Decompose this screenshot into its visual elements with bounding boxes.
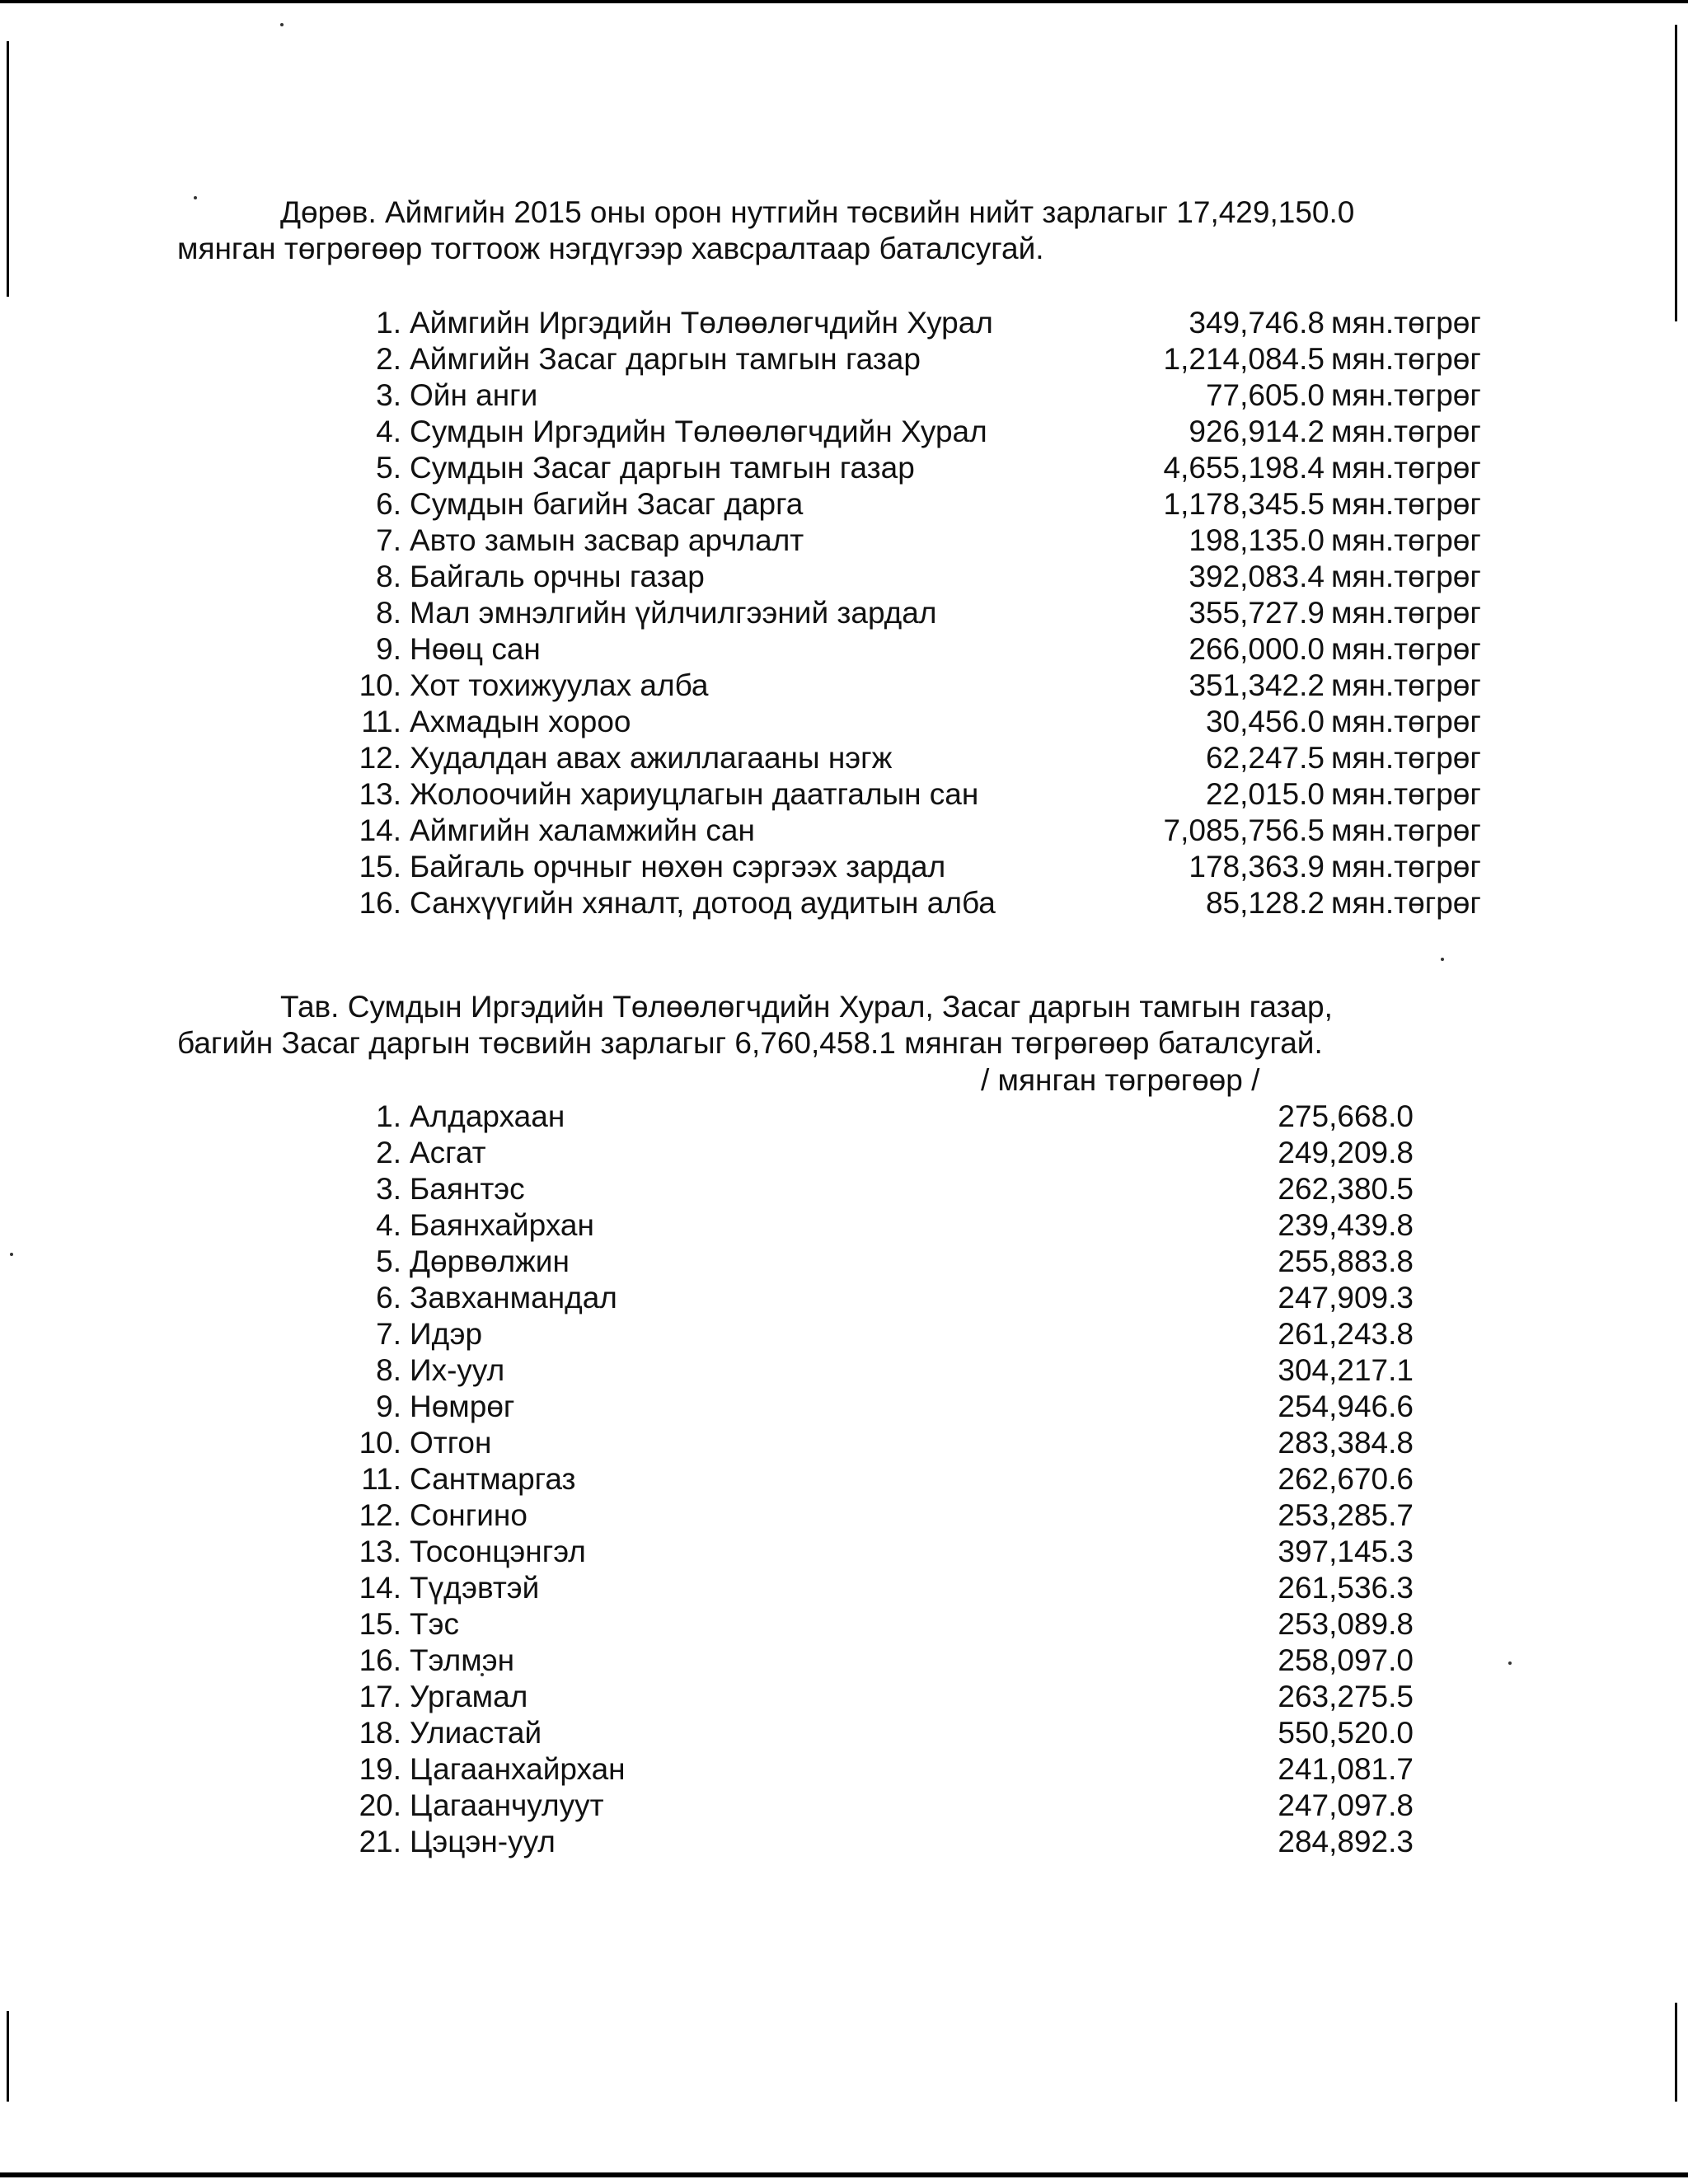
amount-unit: мян.төгрөг xyxy=(1331,487,1481,521)
amount-value: 1,214,084.5 xyxy=(1163,342,1325,376)
item-amount xyxy=(1164,486,1496,523)
amount-value: 247,909.3 xyxy=(1278,1281,1414,1315)
item-amount xyxy=(1278,1425,1414,1461)
section4-intro xyxy=(177,194,1529,267)
amount-value: 22,015.0 xyxy=(1205,777,1325,811)
list-item xyxy=(177,1352,1496,1389)
list-item xyxy=(177,1751,1496,1788)
section5-intro-line2: багийн Засаг даргын төсвийн зарлагыг 6,760,458.1 мянган төгрөгөөр баталсугай. xyxy=(177,1026,1323,1060)
list-item xyxy=(177,1389,1496,1425)
item-name: Тэс xyxy=(410,1607,459,1641)
item-name: Аймгийн Засаг даргын тамгын газар xyxy=(410,342,921,376)
item-amount xyxy=(1278,1679,1414,1715)
item-amount xyxy=(1189,668,1496,704)
list-item xyxy=(177,704,1496,740)
item-amount xyxy=(1189,414,1496,450)
scan-bottom-border xyxy=(0,2172,1688,2177)
item-amount xyxy=(1189,523,1496,559)
item-number: 1. xyxy=(376,306,401,340)
item-name: Түдэвтэй xyxy=(410,1571,540,1605)
section5-intro-line1: Тав. Сумдын Иргэдийн Төлөөлөгчдийн Хурал, Засаг даргын тамгын газар, xyxy=(280,990,1333,1024)
item-number: 5. xyxy=(376,451,401,485)
list-item xyxy=(177,1497,1496,1534)
item-number: 13. xyxy=(359,777,401,811)
item-number: 9. xyxy=(376,632,401,666)
item-amount xyxy=(1278,1099,1414,1135)
item-number: 16. xyxy=(359,886,401,920)
item-name: Идэр xyxy=(410,1317,483,1351)
list-item xyxy=(177,1824,1496,1860)
item-number: 6. xyxy=(376,487,401,521)
amount-unit: мян.төгрөг xyxy=(1331,306,1481,340)
item-amount xyxy=(1189,595,1496,631)
list-item xyxy=(177,1606,1496,1643)
amount-value: 261,243.8 xyxy=(1278,1317,1414,1351)
item-amount xyxy=(1164,450,1496,486)
item-amount xyxy=(1189,305,1496,341)
list-item xyxy=(177,1715,1496,1751)
item-amount xyxy=(1278,1461,1414,1497)
item-name: Баянхайрхан xyxy=(410,1208,594,1242)
amount-value: 275,668.0 xyxy=(1278,1099,1414,1133)
item-number: 14. xyxy=(359,1571,401,1605)
amount-unit: мян.төгрөг xyxy=(1331,632,1481,666)
item-number: 13. xyxy=(359,1535,401,1568)
scan-top-border xyxy=(0,0,1688,3)
item-amount xyxy=(1278,1643,1414,1679)
item-number: 12. xyxy=(359,741,401,775)
scan-speck xyxy=(280,23,284,26)
amount-value: 1,178,345.5 xyxy=(1163,487,1325,521)
amount-unit: мян.төгрөг xyxy=(1331,850,1481,883)
item-amount xyxy=(1278,1316,1414,1352)
item-name: Авто замын засвар арчлалт xyxy=(410,523,804,557)
item-amount xyxy=(1206,740,1496,776)
list-item xyxy=(177,1171,1496,1207)
amount-value: 253,089.8 xyxy=(1278,1607,1414,1641)
item-number: 16. xyxy=(359,1643,401,1677)
list-item xyxy=(177,1425,1496,1461)
item-name: Асгат xyxy=(410,1136,486,1169)
item-name: Ойн анги xyxy=(410,378,538,412)
list-item xyxy=(177,1534,1496,1570)
amount-value: 247,097.8 xyxy=(1278,1788,1414,1822)
amount-value: 77,605.0 xyxy=(1205,378,1325,412)
list-item xyxy=(177,776,1496,813)
item-name: Алдархаан xyxy=(410,1099,565,1133)
list-item xyxy=(177,740,1496,776)
amount-unit: мян.төгрөг xyxy=(1331,668,1481,702)
item-amount xyxy=(1278,1135,1414,1171)
list-item xyxy=(177,1461,1496,1497)
item-amount xyxy=(1189,631,1496,668)
item-amount xyxy=(1206,377,1496,414)
item-name: Улиастай xyxy=(410,1716,542,1750)
amount-unit: мян.төгрөг xyxy=(1331,451,1481,485)
amount-value: 262,670.6 xyxy=(1278,1462,1414,1496)
item-number: 20. xyxy=(359,1788,401,1822)
item-amount xyxy=(1164,813,1496,849)
item-name: Баянтэс xyxy=(410,1172,525,1206)
list-item xyxy=(177,1643,1496,1679)
item-name: Мал эмнэлгийн үйлчилгээний зардал xyxy=(410,596,937,630)
item-amount xyxy=(1189,849,1496,885)
amount-value: 178,363.9 xyxy=(1189,850,1325,883)
amount-value: 266,000.0 xyxy=(1189,632,1325,666)
list-item xyxy=(177,813,1496,849)
amount-value: 304,217.1 xyxy=(1278,1353,1414,1387)
item-number: 7. xyxy=(376,523,401,557)
amount-value: 7,085,756.5 xyxy=(1163,813,1325,847)
item-amount xyxy=(1278,1751,1414,1788)
section4-intro-line1: Дөрөв. Аймгийн 2015 оны орон нутгийн төсвийн нийт зарлагыг 17,429,150.0 xyxy=(280,195,1355,229)
item-name: Цагаанчулуут xyxy=(410,1788,604,1822)
item-name: Аймгийн Иргэдийн Төлөөлөгчдийн Хурал xyxy=(410,306,993,340)
list-item xyxy=(177,486,1496,523)
section4-budget-list xyxy=(177,305,1496,921)
item-name: Сонгино xyxy=(410,1498,528,1532)
amount-value: 284,892.3 xyxy=(1278,1825,1414,1858)
amount-unit: мян.төгрөг xyxy=(1331,378,1481,412)
scan-right-mark xyxy=(1675,25,1677,321)
item-number: 14. xyxy=(359,813,401,847)
amount-value: 258,097.0 xyxy=(1278,1643,1414,1677)
item-number: 10. xyxy=(359,668,401,702)
item-amount xyxy=(1278,1715,1414,1751)
scan-right-mark-lower xyxy=(1675,2003,1677,2102)
list-item xyxy=(177,1099,1496,1135)
section5-intro xyxy=(177,989,1529,1062)
amount-value: 241,081.7 xyxy=(1278,1752,1414,1786)
list-item xyxy=(177,849,1496,885)
item-amount xyxy=(1164,341,1496,377)
amount-value: 239,439.8 xyxy=(1278,1208,1414,1242)
amount-value: 85,128.2 xyxy=(1205,886,1325,920)
item-number: 8. xyxy=(376,560,401,593)
amount-value: 261,536.3 xyxy=(1278,1571,1414,1605)
item-number: 3. xyxy=(376,1172,401,1206)
item-number: 4. xyxy=(376,1208,401,1242)
list-item xyxy=(177,1207,1496,1244)
amount-value: 249,209.8 xyxy=(1278,1136,1414,1169)
amount-unit: мян.төгрөг xyxy=(1331,886,1481,920)
list-item xyxy=(177,1280,1496,1316)
item-name: Нөөц сан xyxy=(410,632,541,666)
item-number: 15. xyxy=(359,1607,401,1641)
amount-unit: мян.төгрөг xyxy=(1331,415,1481,448)
amount-value: 392,083.4 xyxy=(1189,560,1325,593)
item-number: 1. xyxy=(376,1099,401,1133)
item-amount xyxy=(1206,776,1496,813)
item-amount xyxy=(1206,885,1496,921)
amount-value: 349,746.8 xyxy=(1189,306,1325,340)
item-amount xyxy=(1278,1389,1414,1425)
item-number: 3. xyxy=(376,378,401,412)
amount-value: 355,727.9 xyxy=(1189,596,1325,630)
list-item xyxy=(177,1244,1496,1280)
item-name: Сумдын Иргэдийн Төлөөлөгчдийн Хурал xyxy=(410,415,987,448)
item-amount xyxy=(1278,1606,1414,1643)
item-number: 11. xyxy=(361,705,401,738)
item-amount xyxy=(1189,559,1496,595)
item-name: Сумдын багийн Засаг дарга xyxy=(410,487,804,521)
amount-value: 255,883.8 xyxy=(1278,1244,1414,1278)
list-item xyxy=(177,1135,1496,1171)
list-item xyxy=(177,341,1496,377)
item-name: Сантмаргаз xyxy=(410,1462,576,1496)
item-number: 2. xyxy=(376,342,401,376)
amount-value: 283,384.8 xyxy=(1278,1426,1414,1460)
item-number: 19. xyxy=(359,1752,401,1786)
item-name: Хот тохижуулах алба xyxy=(410,668,709,702)
item-name: Тэлмэн xyxy=(410,1643,515,1677)
item-number: 12. xyxy=(359,1498,401,1532)
amount-value: 262,380.5 xyxy=(1278,1172,1414,1206)
amount-value: 4,655,198.4 xyxy=(1163,451,1325,485)
item-number: 11. xyxy=(361,1462,401,1496)
item-name: Санхүүгийн хяналт, дотоод аудитын алба xyxy=(410,886,996,920)
item-name: Байгаль орчныг нөхөн сэргээх зардал xyxy=(410,850,946,883)
amount-unit: мян.төгрөг xyxy=(1331,523,1481,557)
amount-unit: мян.төгрөг xyxy=(1331,705,1481,738)
item-name: Байгаль орчны газар xyxy=(410,560,705,593)
amount-unit: мян.төгрөг xyxy=(1331,596,1481,630)
item-number: 2. xyxy=(376,1136,401,1169)
list-item xyxy=(177,595,1496,631)
item-number: 21. xyxy=(359,1825,401,1858)
amount-unit: мян.төгрөг xyxy=(1331,777,1481,811)
item-number: 10. xyxy=(359,1426,401,1460)
item-amount xyxy=(1278,1824,1414,1860)
item-number: 9. xyxy=(376,1390,401,1423)
item-number: 6. xyxy=(376,1281,401,1315)
amount-value: 198,135.0 xyxy=(1189,523,1325,557)
amount-value: 30,456.0 xyxy=(1205,705,1325,738)
item-number: 17. xyxy=(359,1680,401,1713)
item-amount xyxy=(1278,1352,1414,1389)
item-number: 8. xyxy=(376,1353,401,1387)
item-number: 7. xyxy=(376,1317,401,1351)
item-name: Сумдын Засаг даргын тамгын газар xyxy=(410,451,915,485)
item-name: Жолоочийн хариуцлагын даатгалын сан xyxy=(410,777,979,811)
list-item xyxy=(177,1570,1496,1606)
item-amount xyxy=(1278,1207,1414,1244)
amount-unit: мян.төгрөг xyxy=(1331,741,1481,775)
item-name: Цэцэн-уул xyxy=(410,1825,556,1858)
item-amount xyxy=(1278,1570,1414,1606)
item-number: 8. xyxy=(376,596,401,630)
amount-value: 62,247.5 xyxy=(1205,741,1325,775)
amount-value: 926,914.2 xyxy=(1189,415,1325,448)
list-item xyxy=(177,1788,1496,1824)
item-name: Аймгийн халамжийн сан xyxy=(410,813,755,847)
amount-value: 550,520.0 xyxy=(1278,1716,1414,1750)
item-number: 15. xyxy=(359,850,401,883)
item-amount xyxy=(1278,1788,1414,1824)
list-item xyxy=(177,523,1496,559)
scan-left-mark xyxy=(7,41,9,297)
list-item xyxy=(177,414,1496,450)
list-item xyxy=(177,377,1496,414)
item-number: 5. xyxy=(376,1244,401,1278)
amount-value: 254,946.6 xyxy=(1278,1390,1414,1423)
amount-unit: мян.төгрөг xyxy=(1331,560,1481,593)
list-item xyxy=(177,1679,1496,1715)
list-item xyxy=(177,1316,1496,1352)
scan-speck xyxy=(10,1253,13,1256)
item-amount xyxy=(1278,1280,1414,1316)
amount-unit: мян.төгрөг xyxy=(1331,342,1481,376)
item-amount xyxy=(1278,1244,1414,1280)
item-name: Тосонцэнгэл xyxy=(410,1535,586,1568)
section4-intro-line2: мянган төгрөгөөр тогтоож нэгдүгээр хавсралтаар баталсугай. xyxy=(177,232,1044,265)
amount-unit: мян.төгрөг xyxy=(1331,813,1481,847)
scan-speck xyxy=(1508,1661,1512,1665)
item-name: Отгон xyxy=(410,1426,492,1460)
section5-unit-note: / мянган төгрөгөөр / xyxy=(981,1063,1260,1097)
item-amount xyxy=(1278,1534,1414,1570)
section5-soum-list xyxy=(177,1099,1496,1860)
item-name: Дөрвөлжин xyxy=(410,1244,570,1278)
item-number: 18. xyxy=(359,1716,401,1750)
list-item xyxy=(177,559,1496,595)
amount-value: 351,342.2 xyxy=(1189,668,1325,702)
item-number: 4. xyxy=(376,415,401,448)
list-item xyxy=(177,631,1496,668)
item-name: Ахмадын хороо xyxy=(410,705,631,738)
list-item xyxy=(177,668,1496,704)
item-amount xyxy=(1278,1171,1414,1207)
item-name: Ургамал xyxy=(410,1680,528,1713)
item-name: Нөмрөг xyxy=(410,1390,515,1423)
item-amount xyxy=(1278,1497,1414,1534)
amount-value: 253,285.7 xyxy=(1278,1498,1414,1532)
scan-left-mark-lower xyxy=(7,2011,9,2102)
item-amount xyxy=(1206,704,1496,740)
item-name: Худалдан авах ажиллагааны нэгж xyxy=(410,741,893,775)
list-item xyxy=(177,450,1496,486)
amount-value: 263,275.5 xyxy=(1278,1680,1414,1713)
list-item xyxy=(177,305,1496,341)
item-name: Их-уул xyxy=(410,1353,505,1387)
amount-value: 397,145.3 xyxy=(1278,1535,1414,1568)
item-name: Цагаанхайрхан xyxy=(410,1752,626,1786)
scan-speck xyxy=(1441,958,1444,961)
item-name: Завханмандал xyxy=(410,1281,617,1315)
list-item xyxy=(177,885,1496,921)
